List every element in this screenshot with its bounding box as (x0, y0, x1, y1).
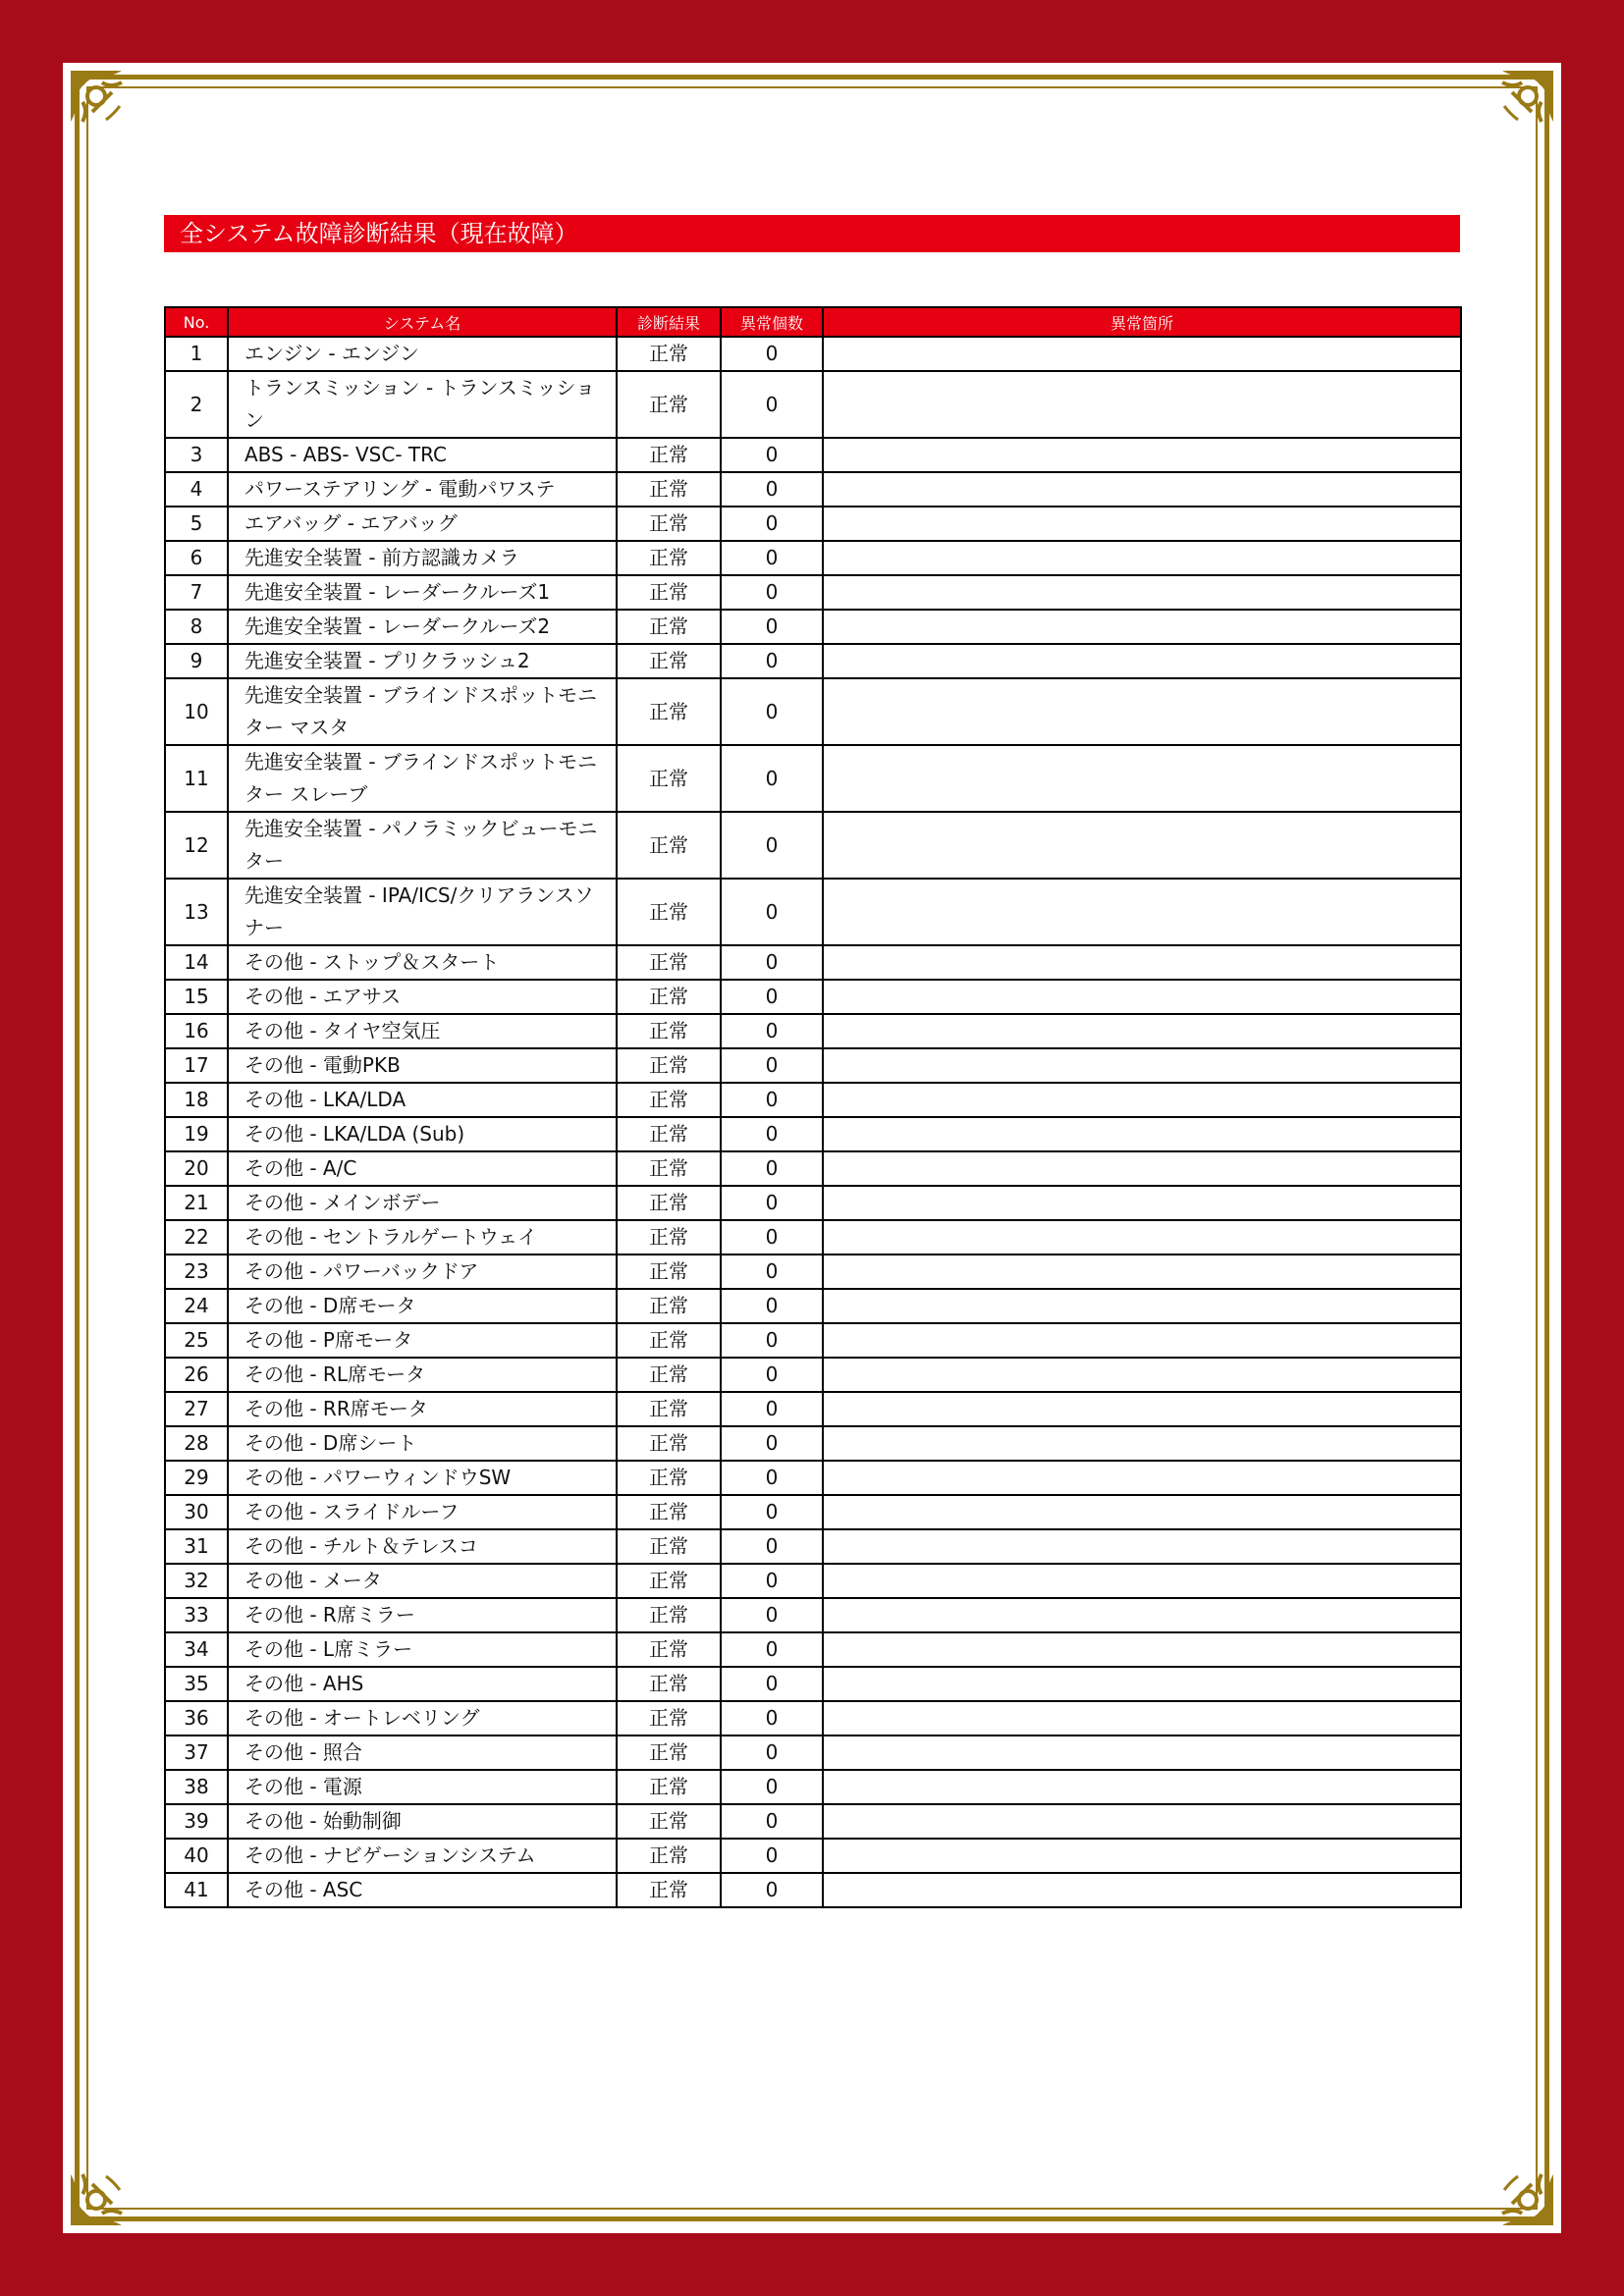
anomaly-location (823, 1701, 1461, 1735)
anomaly-location (823, 1598, 1461, 1632)
anomaly-count: 0 (721, 1564, 823, 1598)
system-name: その他 - RR席モータ (228, 1392, 617, 1426)
diagnosis-result: 正常 (617, 1323, 721, 1358)
system-name: 先進安全装置 - レーダークルーズ1 (228, 575, 617, 610)
diagnosis-result: 正常 (617, 1839, 721, 1873)
system-name: その他 - 電源 (228, 1770, 617, 1804)
anomaly-location (823, 1667, 1461, 1701)
table-row (165, 1323, 1461, 1358)
table-row (165, 371, 1461, 438)
anomaly-count: 0 (721, 1255, 823, 1289)
row-number: 34 (165, 1632, 228, 1667)
system-name: 先進安全装置 - プリクラッシュ2 (228, 644, 617, 678)
diagnosis-result: 正常 (617, 1220, 721, 1255)
row-number: 7 (165, 575, 228, 610)
anomaly-location (823, 1564, 1461, 1598)
row-number: 16 (165, 1014, 228, 1048)
row-number: 20 (165, 1151, 228, 1186)
anomaly-location (823, 337, 1461, 371)
row-number: 38 (165, 1770, 228, 1804)
system-name: ABS - ABS- VSC- TRC (228, 438, 617, 472)
row-number: 8 (165, 610, 228, 644)
anomaly-count: 0 (721, 1529, 823, 1564)
anomaly-location (823, 1839, 1461, 1873)
row-number: 15 (165, 980, 228, 1014)
table-row (165, 1735, 1461, 1770)
document-page (63, 63, 1561, 2233)
anomaly-location (823, 812, 1461, 879)
anomaly-count: 0 (721, 1048, 823, 1083)
table-row (165, 1564, 1461, 1598)
anomaly-count: 0 (721, 1598, 823, 1632)
diagnosis-result: 正常 (617, 1632, 721, 1667)
system-name: 先進安全装置 - パノラミックビューモニター (228, 812, 617, 879)
row-number: 13 (165, 879, 228, 945)
anomaly-count: 0 (721, 507, 823, 541)
system-name: その他 - メータ (228, 1564, 617, 1598)
table-row (165, 610, 1461, 644)
table-row (165, 438, 1461, 472)
diagnosis-result: 正常 (617, 678, 721, 745)
system-name: エンジン - エンジン (228, 337, 617, 371)
corner-ornament-icon (63, 2135, 161, 2233)
table-row (165, 1461, 1461, 1495)
row-number: 41 (165, 1873, 228, 1907)
anomaly-location (823, 1117, 1461, 1151)
column-header-count: 異常個数 (721, 307, 823, 337)
row-number: 5 (165, 507, 228, 541)
anomaly-count: 0 (721, 575, 823, 610)
diagnosis-result: 正常 (617, 1873, 721, 1907)
row-number: 25 (165, 1323, 228, 1358)
anomaly-location (823, 1186, 1461, 1220)
system-name: その他 - メインボデー (228, 1186, 617, 1220)
table-row (165, 472, 1461, 507)
anomaly-location (823, 945, 1461, 980)
anomaly-count: 0 (721, 1289, 823, 1323)
diagnosis-result: 正常 (617, 1461, 721, 1495)
table-row (165, 1804, 1461, 1839)
row-number: 14 (165, 945, 228, 980)
anomaly-count: 0 (721, 644, 823, 678)
row-number: 24 (165, 1289, 228, 1323)
diagnosis-result: 正常 (617, 1735, 721, 1770)
anomaly-location (823, 678, 1461, 745)
row-number: 27 (165, 1392, 228, 1426)
anomaly-location (823, 1083, 1461, 1117)
table-header-row (165, 307, 1461, 337)
system-name: その他 - チルト＆テレスコ (228, 1529, 617, 1564)
anomaly-location (823, 1220, 1461, 1255)
system-name: その他 - ナビゲーションシステム (228, 1839, 617, 1873)
diagnosis-results-table (164, 306, 1462, 1908)
row-number: 35 (165, 1667, 228, 1701)
diagnosis-result: 正常 (617, 1667, 721, 1701)
table-row (165, 745, 1461, 812)
anomaly-count: 0 (721, 1151, 823, 1186)
table-row (165, 980, 1461, 1014)
table-row (165, 1667, 1461, 1701)
table-row (165, 1255, 1461, 1289)
anomaly-location (823, 1323, 1461, 1358)
anomaly-count: 0 (721, 1083, 823, 1117)
anomaly-count: 0 (721, 745, 823, 812)
corner-ornament-icon (63, 63, 161, 161)
table-row (165, 1014, 1461, 1048)
table-row (165, 1426, 1461, 1461)
anomaly-count: 0 (721, 1873, 823, 1907)
system-name: その他 - パワーウィンドウSW (228, 1461, 617, 1495)
system-name: その他 - 電動PKB (228, 1048, 617, 1083)
row-number: 3 (165, 438, 228, 472)
table-row (165, 1083, 1461, 1117)
anomaly-count: 0 (721, 1392, 823, 1426)
system-name: その他 - RL席モータ (228, 1358, 617, 1392)
anomaly-location (823, 879, 1461, 945)
diagnosis-result: 正常 (617, 1048, 721, 1083)
system-name: その他 - エアサス (228, 980, 617, 1014)
anomaly-count: 0 (721, 1014, 823, 1048)
diagnosis-result: 正常 (617, 1701, 721, 1735)
anomaly-location (823, 1255, 1461, 1289)
table-row (165, 1048, 1461, 1083)
table-row (165, 1220, 1461, 1255)
table-row (165, 1186, 1461, 1220)
row-number: 28 (165, 1426, 228, 1461)
diagnosis-result: 正常 (617, 1186, 721, 1220)
anomaly-location (823, 1014, 1461, 1048)
corner-ornament-icon (1463, 2135, 1561, 2233)
system-name: その他 - L席ミラー (228, 1632, 617, 1667)
table-row (165, 575, 1461, 610)
row-number: 10 (165, 678, 228, 745)
table-row (165, 1839, 1461, 1873)
system-name: その他 - タイヤ空気圧 (228, 1014, 617, 1048)
system-name: その他 - ASC (228, 1873, 617, 1907)
anomaly-location (823, 1873, 1461, 1907)
table-row (165, 1598, 1461, 1632)
anomaly-count: 0 (721, 812, 823, 879)
diagnosis-result: 正常 (617, 1804, 721, 1839)
diagnosis-result: 正常 (617, 1426, 721, 1461)
anomaly-location (823, 1770, 1461, 1804)
column-header-no: No. (165, 307, 228, 337)
row-number: 37 (165, 1735, 228, 1770)
anomaly-count: 0 (721, 472, 823, 507)
system-name: その他 - スライドルーフ (228, 1495, 617, 1529)
table-row (165, 1495, 1461, 1529)
table-row (165, 1358, 1461, 1392)
row-number: 4 (165, 472, 228, 507)
diagnosis-result: 正常 (617, 1495, 721, 1529)
table-row (165, 1873, 1461, 1907)
table-body (165, 337, 1461, 1907)
anomaly-location (823, 1048, 1461, 1083)
row-number: 36 (165, 1701, 228, 1735)
column-header-system: システム名 (228, 307, 617, 337)
system-name: その他 - D席モータ (228, 1289, 617, 1323)
system-name: その他 - AHS (228, 1667, 617, 1701)
diagnosis-result: 正常 (617, 745, 721, 812)
row-number: 2 (165, 371, 228, 438)
system-name: エアバッグ - エアバッグ (228, 507, 617, 541)
diagnosis-result: 正常 (617, 1014, 721, 1048)
system-name: パワーステアリング - 電動パワステ (228, 472, 617, 507)
diagnosis-result: 正常 (617, 1117, 721, 1151)
system-name: 先進安全装置 - レーダークルーズ2 (228, 610, 617, 644)
anomaly-count: 0 (721, 1426, 823, 1461)
anomaly-count: 0 (721, 945, 823, 980)
anomaly-location (823, 1495, 1461, 1529)
diagnosis-result: 正常 (617, 1598, 721, 1632)
anomaly-location (823, 507, 1461, 541)
anomaly-count: 0 (721, 337, 823, 371)
row-number: 19 (165, 1117, 228, 1151)
anomaly-count: 0 (721, 1667, 823, 1701)
row-number: 40 (165, 1839, 228, 1873)
row-number: 6 (165, 541, 228, 575)
table-row (165, 507, 1461, 541)
anomaly-location (823, 472, 1461, 507)
row-number: 12 (165, 812, 228, 879)
anomaly-count: 0 (721, 980, 823, 1014)
diagnosis-result: 正常 (617, 812, 721, 879)
column-header-result: 診断結果 (617, 307, 721, 337)
table-row (165, 1289, 1461, 1323)
diagnosis-result: 正常 (617, 1358, 721, 1392)
table-row (165, 1529, 1461, 1564)
row-number: 31 (165, 1529, 228, 1564)
system-name: その他 - D席シート (228, 1426, 617, 1461)
anomaly-count: 0 (721, 1770, 823, 1804)
anomaly-location (823, 610, 1461, 644)
diagnosis-result: 正常 (617, 1564, 721, 1598)
anomaly-count: 0 (721, 678, 823, 745)
anomaly-location (823, 644, 1461, 678)
system-name: 先進安全装置 - IPA/ICS/クリアランスソナー (228, 879, 617, 945)
table-row (165, 644, 1461, 678)
diagnosis-result: 正常 (617, 337, 721, 371)
row-number: 1 (165, 337, 228, 371)
row-number: 32 (165, 1564, 228, 1598)
anomaly-count: 0 (721, 1186, 823, 1220)
row-number: 11 (165, 745, 228, 812)
table-row (165, 541, 1461, 575)
table-row (165, 1632, 1461, 1667)
system-name: その他 - A/C (228, 1151, 617, 1186)
diagnosis-result: 正常 (617, 1529, 721, 1564)
row-number: 9 (165, 644, 228, 678)
diagnosis-result: 正常 (617, 371, 721, 438)
anomaly-count: 0 (721, 1839, 823, 1873)
anomaly-count: 0 (721, 610, 823, 644)
anomaly-location (823, 575, 1461, 610)
diagnosis-result: 正常 (617, 945, 721, 980)
anomaly-count: 0 (721, 1804, 823, 1839)
anomaly-location (823, 745, 1461, 812)
system-name: その他 - LKA/LDA (Sub) (228, 1117, 617, 1151)
row-number: 30 (165, 1495, 228, 1529)
system-name: 先進安全装置 - 前方認識カメラ (228, 541, 617, 575)
system-name: その他 - R席ミラー (228, 1598, 617, 1632)
table-row (165, 945, 1461, 980)
anomaly-count: 0 (721, 1117, 823, 1151)
diagnosis-result: 正常 (617, 610, 721, 644)
anomaly-count: 0 (721, 1220, 823, 1255)
anomaly-location (823, 1735, 1461, 1770)
anomaly-location (823, 1632, 1461, 1667)
diagnosis-result: 正常 (617, 879, 721, 945)
system-name: 先進安全装置 - ブラインドスポットモニター マスタ (228, 678, 617, 745)
anomaly-count: 0 (721, 879, 823, 945)
table-row (165, 678, 1461, 745)
table-row (165, 1770, 1461, 1804)
system-name: その他 - ストップ＆スタート (228, 945, 617, 980)
diagnosis-result: 正常 (617, 438, 721, 472)
row-number: 17 (165, 1048, 228, 1083)
anomaly-count: 0 (721, 1358, 823, 1392)
diagnosis-result: 正常 (617, 1151, 721, 1186)
anomaly-count: 0 (721, 1495, 823, 1529)
row-number: 26 (165, 1358, 228, 1392)
anomaly-count: 0 (721, 371, 823, 438)
anomaly-count: 0 (721, 438, 823, 472)
diagnosis-result: 正常 (617, 1083, 721, 1117)
system-name: その他 - セントラルゲートウェイ (228, 1220, 617, 1255)
anomaly-location (823, 1392, 1461, 1426)
diagnosis-result: 正常 (617, 575, 721, 610)
anomaly-location (823, 1804, 1461, 1839)
system-name: トランスミッション - トランスミッション (228, 371, 617, 438)
table-row (165, 1392, 1461, 1426)
system-name: その他 - パワーバックドア (228, 1255, 617, 1289)
system-name: その他 - 始動制御 (228, 1804, 617, 1839)
diagnosis-result: 正常 (617, 1770, 721, 1804)
anomaly-location (823, 1358, 1461, 1392)
diagnosis-result: 正常 (617, 980, 721, 1014)
report-title: 全システム故障診断結果（現在故障） (164, 215, 1460, 252)
diagnosis-result: 正常 (617, 644, 721, 678)
corner-ornament-icon (1463, 63, 1561, 161)
row-number: 18 (165, 1083, 228, 1117)
anomaly-location (823, 541, 1461, 575)
anomaly-location (823, 371, 1461, 438)
row-number: 21 (165, 1186, 228, 1220)
diagnosis-result: 正常 (617, 472, 721, 507)
table-row (165, 812, 1461, 879)
system-name: 先進安全装置 - ブラインドスポットモニター スレーブ (228, 745, 617, 812)
anomaly-count: 0 (721, 1735, 823, 1770)
row-number: 39 (165, 1804, 228, 1839)
anomaly-location (823, 980, 1461, 1014)
anomaly-location (823, 438, 1461, 472)
anomaly-count: 0 (721, 1461, 823, 1495)
system-name: その他 - P席モータ (228, 1323, 617, 1358)
table-row (165, 879, 1461, 945)
anomaly-count: 0 (721, 541, 823, 575)
row-number: 33 (165, 1598, 228, 1632)
anomaly-count: 0 (721, 1632, 823, 1667)
anomaly-count: 0 (721, 1323, 823, 1358)
anomaly-location (823, 1529, 1461, 1564)
diagnosis-result: 正常 (617, 541, 721, 575)
anomaly-count: 0 (721, 1701, 823, 1735)
row-number: 23 (165, 1255, 228, 1289)
system-name: その他 - 照合 (228, 1735, 617, 1770)
diagnosis-result: 正常 (617, 1392, 721, 1426)
table-row (165, 1117, 1461, 1151)
anomaly-location (823, 1289, 1461, 1323)
table-row (165, 1151, 1461, 1186)
anomaly-location (823, 1426, 1461, 1461)
anomaly-location (823, 1151, 1461, 1186)
row-number: 29 (165, 1461, 228, 1495)
column-header-location: 異常箇所 (823, 307, 1461, 337)
diagnosis-result: 正常 (617, 1255, 721, 1289)
system-name: その他 - オートレベリング (228, 1701, 617, 1735)
table-row (165, 337, 1461, 371)
row-number: 22 (165, 1220, 228, 1255)
table-row (165, 1701, 1461, 1735)
diagnosis-result: 正常 (617, 1289, 721, 1323)
system-name: その他 - LKA/LDA (228, 1083, 617, 1117)
anomaly-location (823, 1461, 1461, 1495)
diagnosis-result: 正常 (617, 507, 721, 541)
